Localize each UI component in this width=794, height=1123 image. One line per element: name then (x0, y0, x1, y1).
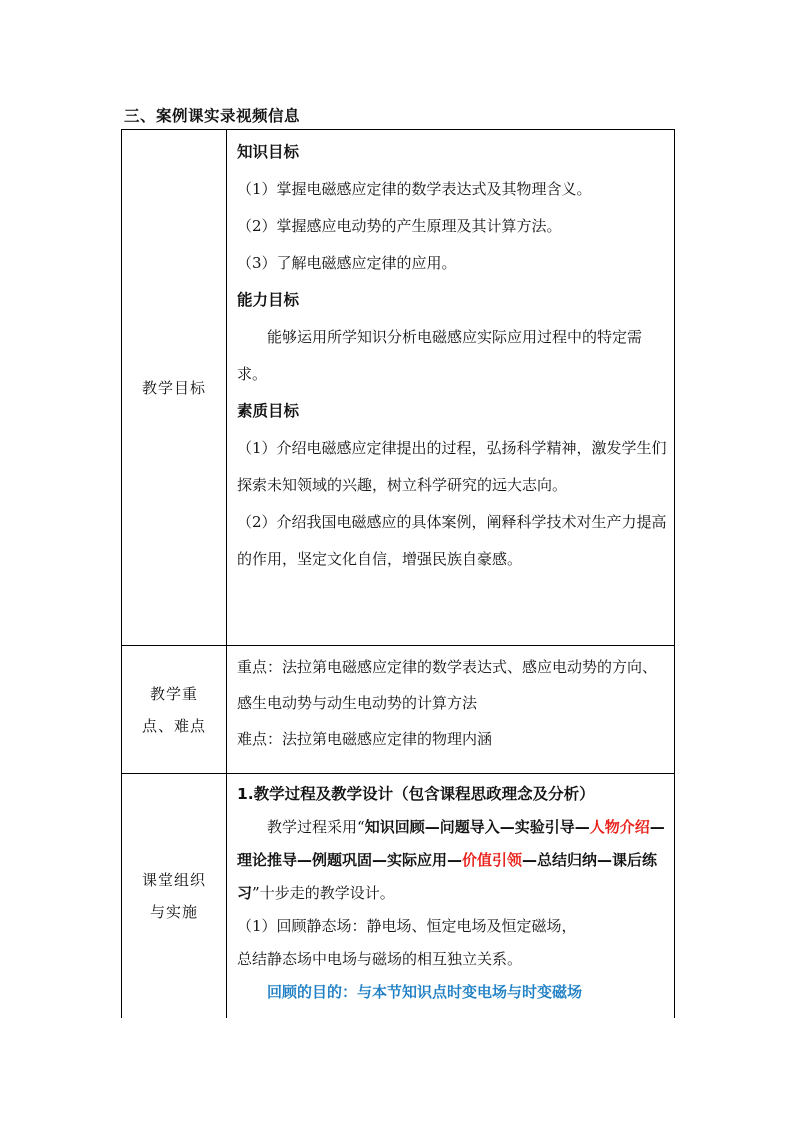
key-point-text: 重点：法拉第电磁感应定律的数学表达式、感应电动势的方向、感生电动势与动生电动势的计算方法 (237, 658, 658, 712)
highlight-value-guidance: 价值引领 (462, 851, 523, 869)
highlight-character-intro: 人物介绍 (589, 818, 650, 836)
review-purpose-text: 回顾的目的：与本节知识点时变电场与时变磁场 (267, 983, 583, 1001)
knowledge-goal-item: （2）掌握感应电动势的产生原理及其计算方法。 (237, 217, 562, 235)
table-row-class-organization (122, 774, 675, 1019)
quality-goal-item: （2）介绍我国电磁感应的具体案例，阐释科学技术对生产力提高的作用，坚定文化自信，增强民族自豪感。 (237, 513, 667, 568)
teaching-process-paragraph: 教学过程采用“知识回顾—问题导入—实验引导—人物介绍—理论推导—例题巩固—实际应用—价值引领—总结归纳—课后练习”十步走的教学设计。 (237, 818, 665, 902)
ability-goal-heading: 能力目标 (237, 291, 300, 309)
table-row-teaching-goals (122, 130, 675, 646)
row-label-teaching-goals: 教学目标 (122, 130, 227, 646)
ability-goal-text: 能够运用所学知识分析电磁感应实际应用过程中的特定需求。 (237, 328, 643, 383)
row-label-key-points: 教学重 点、难点 (122, 646, 227, 774)
key-points-content (227, 646, 675, 774)
step-one-line: （1）回顾静态场：静电场、恒定电场及恒定磁场， (237, 917, 577, 935)
quality-goal-heading: 素质目标 (237, 402, 300, 420)
knowledge-goal-item: （1）掌握电磁感应定律的数学表达式及其物理含义。 (237, 180, 592, 198)
difficult-point-text: 难点：法拉第电磁感应定律的物理内涵 (237, 730, 493, 748)
section-title: 三、案例课实录视频信息 (124, 107, 301, 125)
class-organization-content (227, 774, 675, 1019)
table-row-key-points (122, 646, 675, 774)
course-info-table (121, 129, 675, 1018)
knowledge-goal-heading: 知识目标 (237, 143, 300, 161)
step-one-line: 总结静态场中电场与磁场的相互独立关系。 (237, 950, 523, 968)
quality-goal-item: （1）介绍电磁感应定律提出的过程，弘扬科学精神，激发学生们探索未知领域的兴趣，树立科学研究的远大志向。 (237, 439, 667, 494)
teaching-goals-content (227, 130, 675, 646)
teaching-process-heading: 1.教学过程及教学设计（包含课程思政理念及分析） (237, 785, 595, 803)
knowledge-goal-item: （3）了解电磁感应定律的应用。 (237, 254, 457, 272)
row-label-class-organization: 课堂组织 与实施 (122, 774, 227, 1019)
